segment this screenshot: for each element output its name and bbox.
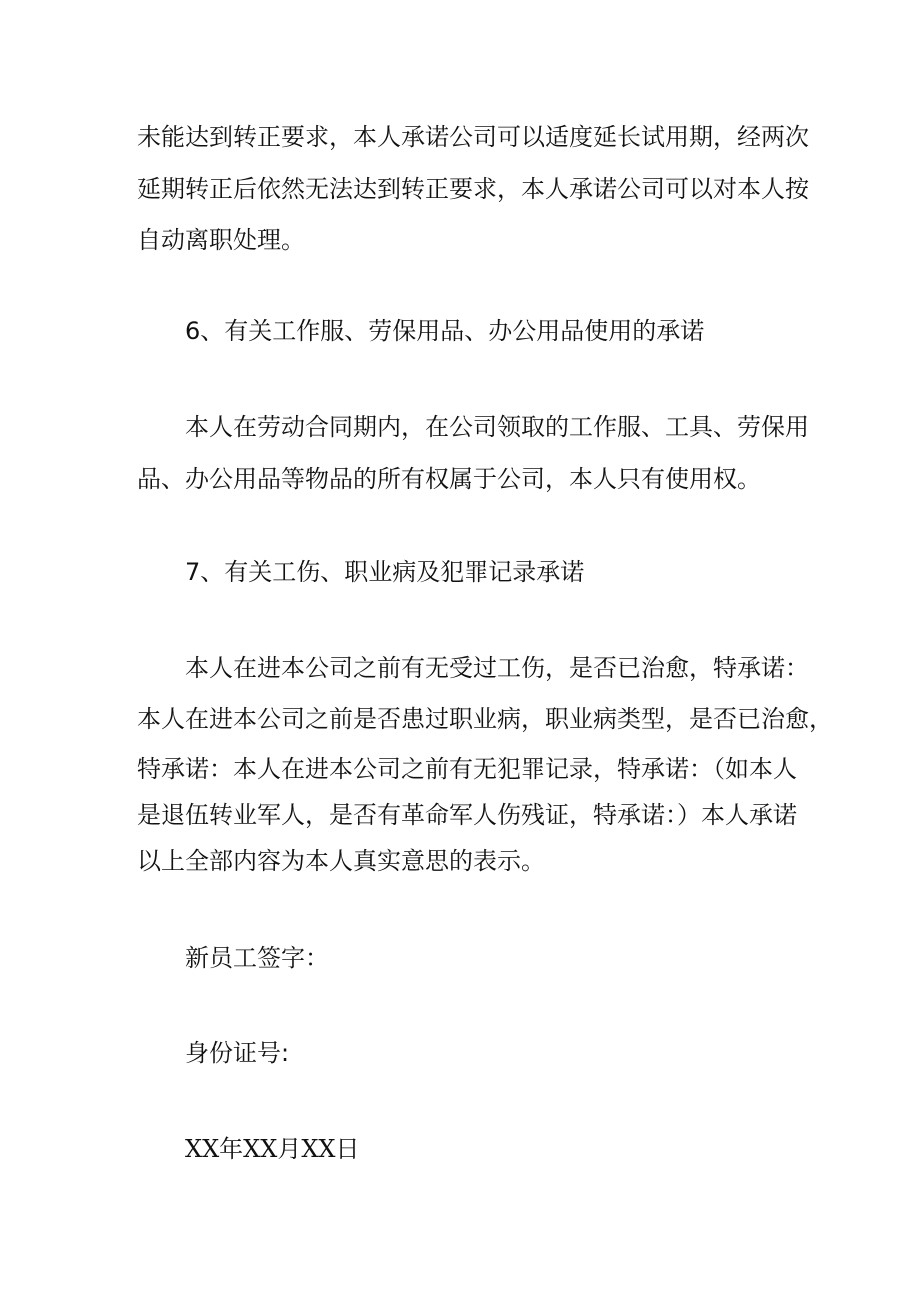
paragraph-line: 本人在劳动合同期内，在公司领取的工作服、工具、劳保用 [185, 413, 809, 441]
section-heading: 6、有关工作服、劳保用品、办公用品使用的承诺 [185, 317, 705, 345]
paragraph-line: 本人在进本公司之前有无受过工伤，是否已治愈，特承诺： [185, 654, 809, 682]
signature-date: XX年XX月XX日 [185, 1135, 360, 1163]
paragraph-line: 延期转正后依然无法达到转正要求，本人承诺公司可以对本人按 [137, 175, 809, 203]
paragraph-line: 品、办公用品等物品的所有权属于公司，本人只有使用权。 [137, 465, 761, 493]
paragraph-line: 是退伍转业军人，是否有革命军人伤残证，特承诺：）本人承诺 [137, 801, 797, 829]
paragraph-line: 自动离职处理。 [137, 226, 305, 254]
section-heading: 7、有关工伤、职业病及犯罪记录承诺 [185, 558, 585, 586]
paragraph-line: 本人在进本公司之前是否患过职业病，职业病类型，是否已治愈， [137, 705, 833, 733]
paragraph-line: 未能达到转正要求，本人承诺公司可以适度延长试用期，经两次 [137, 123, 809, 151]
employee-signature-label: 新员工签字： [185, 944, 329, 972]
id-number-label: 身份证号: [185, 1039, 290, 1067]
paragraph-line: 以上全部内容为本人真实意思的表示。 [137, 847, 545, 875]
paragraph-line: 特承诺：本人在进本公司之前有无犯罪记录，特承诺：（如本人 [137, 755, 797, 783]
